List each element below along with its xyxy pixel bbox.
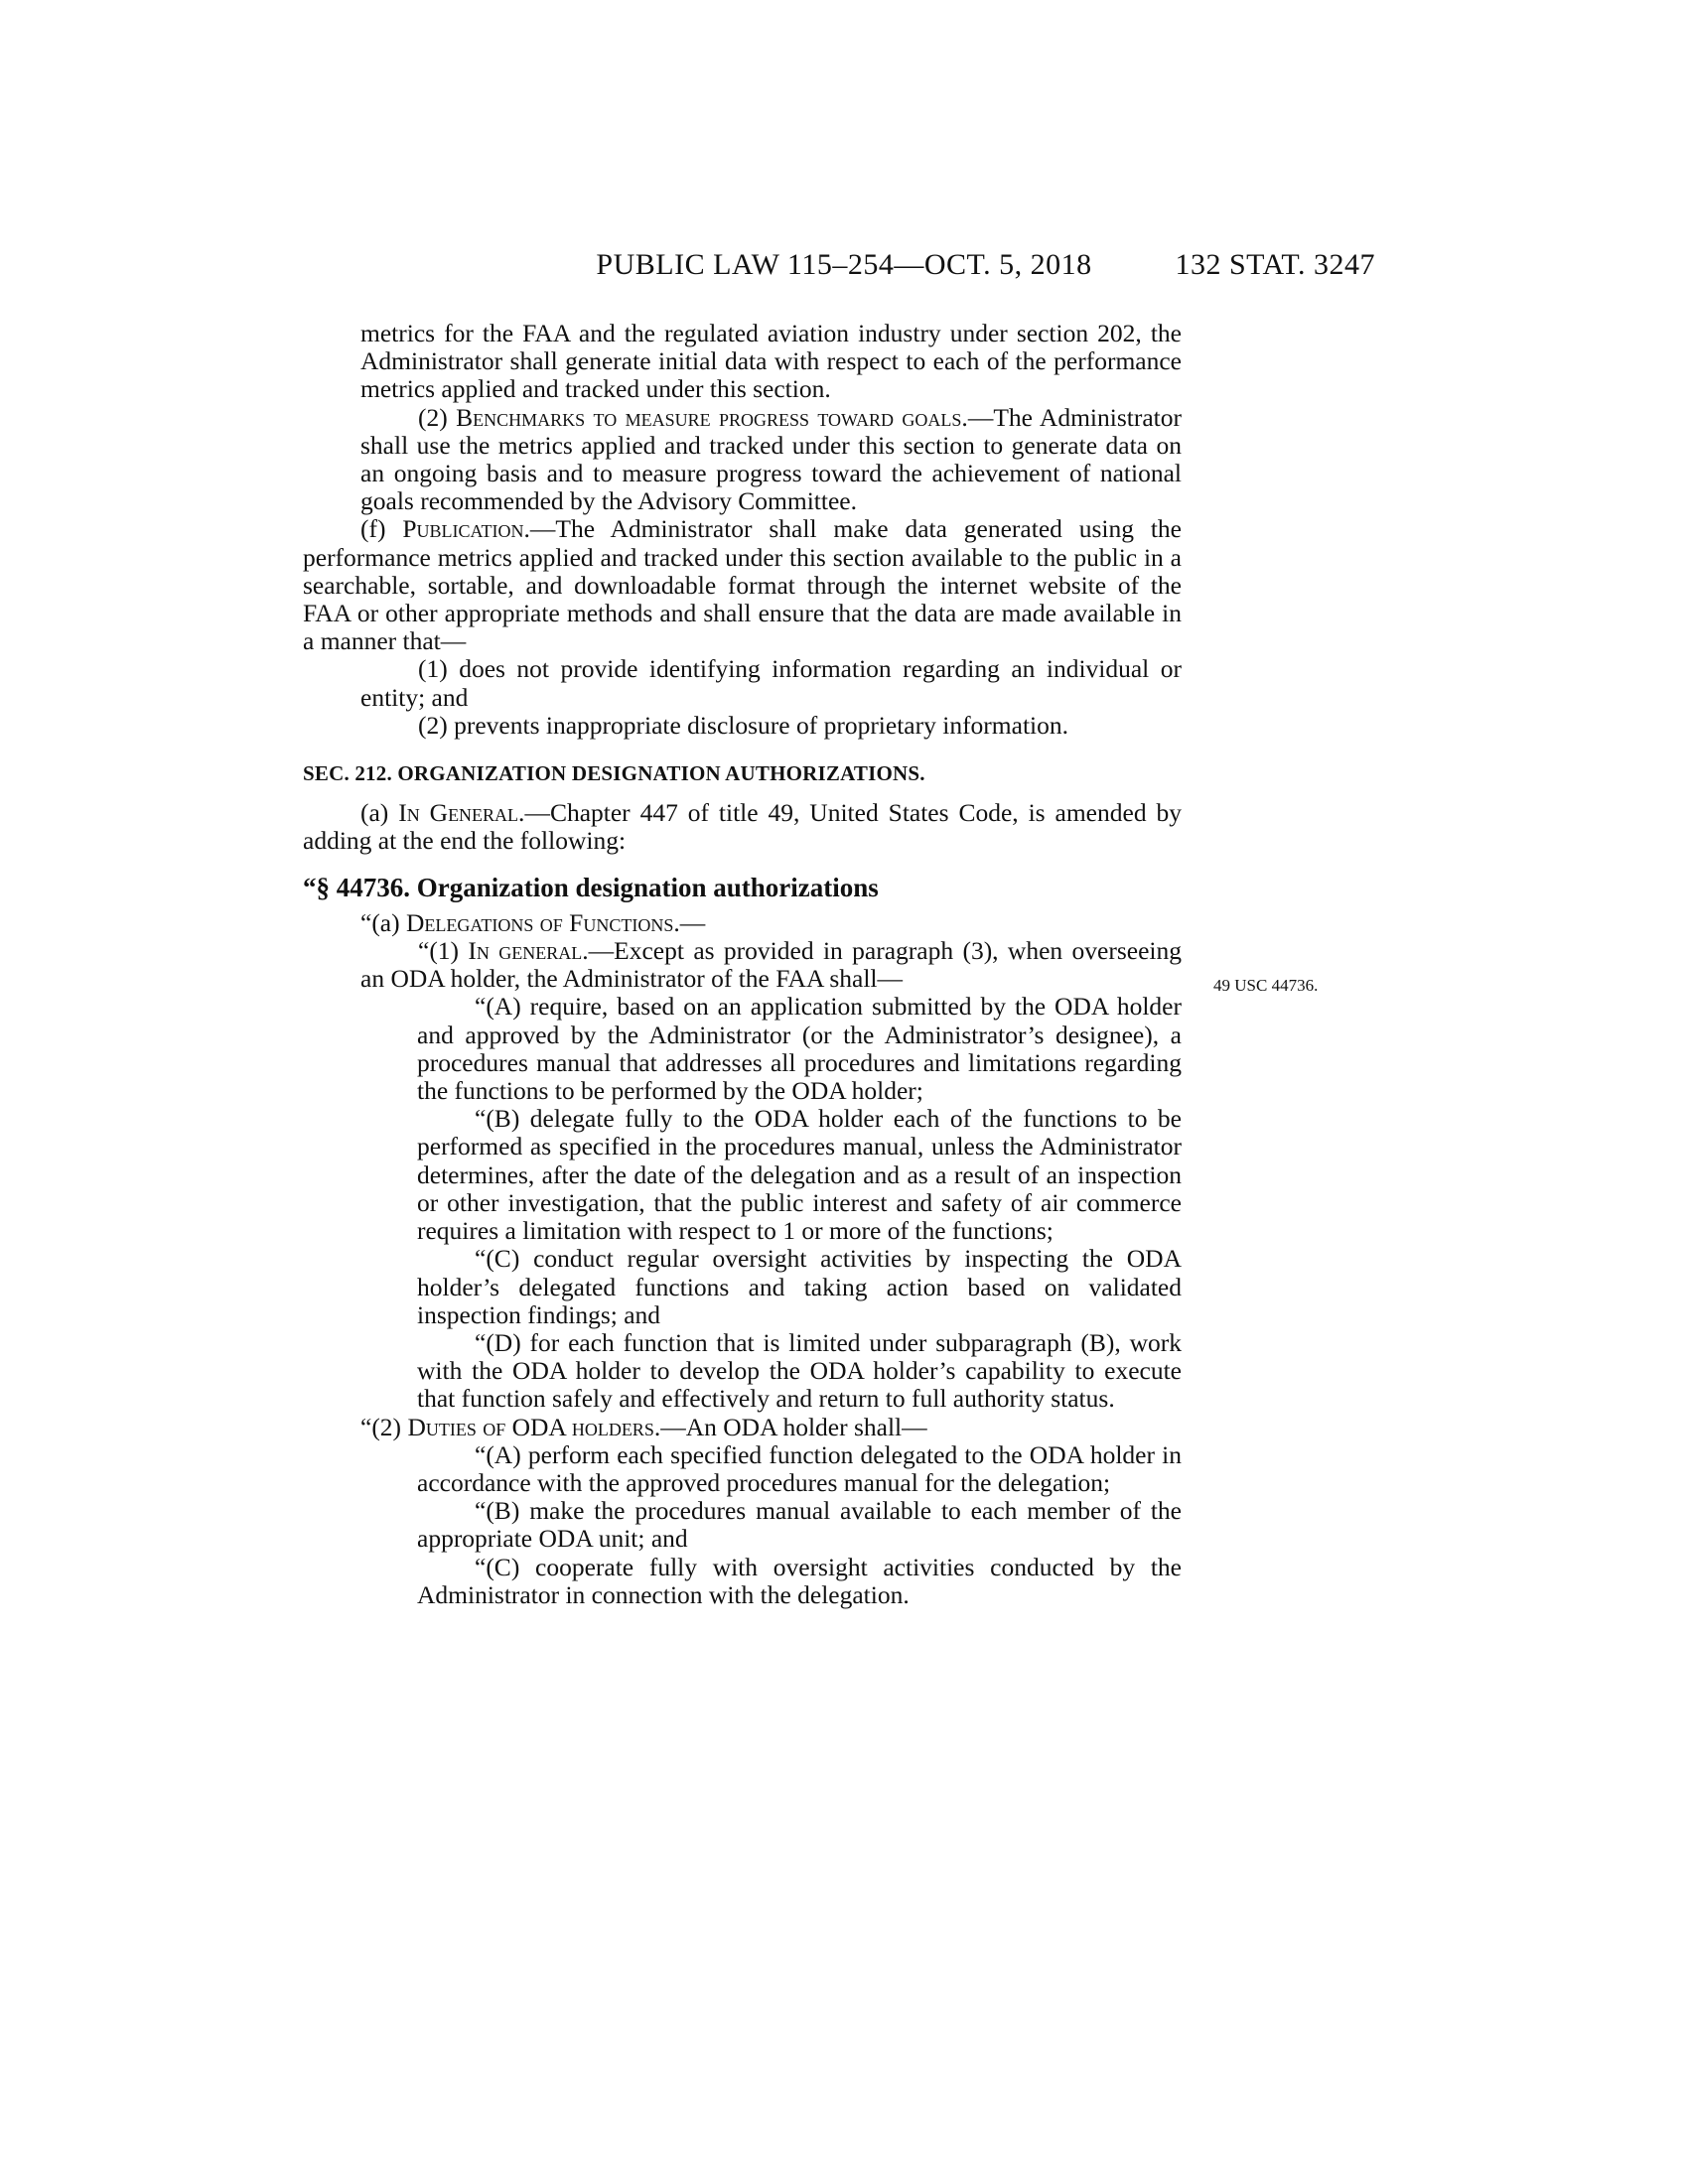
quoted-subparagraph-D: “(D) for each function that is limited under subparagraph (B), work with the ODA holder to develop the ODA holder’s capability to execute that function safely and effectively and return to full authority status. [417, 1327, 1182, 1414]
quoted-subparagraph-2A: “(A) perform each specified function delegated to the ODA holder in accordance with the approved procedures manual for the delegation; [417, 1439, 1182, 1497]
subhead-benchmarks: Benchmarks to measure progress toward goals. [456, 402, 968, 432]
quoted-paragraph-1: “(1) In general.—Except as provided in paragraph (3), when overseeing an ODA holder, the Administrator of the FAA shall— [360, 936, 1182, 994]
marginal-citation: 49 USC 44736. [1213, 976, 1319, 995]
paragraph-e2: (2) Benchmarks to measure progress toward goals.—The Administrator shall use the metrics applied and tracked under this section to generate data on an ongoing basis and to measure progress toward the achievement of national goals recommended by the Advisory Committee. [360, 402, 1182, 516]
running-head: PUBLIC LAW 115–254—OCT. 5, 2018 [596, 248, 1092, 281]
document-body [303, 320, 1182, 1609]
subhead-in-general-quoted: In general. [468, 936, 589, 966]
section-title-44736: “§ 44736. Organization designation authorizations [303, 872, 879, 902]
subhead-delegations: Delegations of Functions. [406, 907, 680, 937]
paragraph-f2: (2) prevents inappropriate disclosure of proprietary information. [418, 710, 1068, 740]
quoted-subparagraph-B: “(B) delegate fully to the ODA holder each of the functions to be performed as specified in the procedures manual, unless the Administrator determines, after the date of the delegation and as a result of an inspection or other investigation, that the public interest and safety of air commerce requires a limitation with respect to 1 or more of the functions; [417, 1104, 1182, 1246]
quoted-subparagraph-C: “(C) conduct regular oversight activities by inspecting the ODA holder’s delegated functions and taking action based on validated inspection findings; and [417, 1244, 1182, 1329]
quoted-subparagraph-2B: “(B) make the procedures manual available to each member of the appropriate ODA unit; and [417, 1496, 1182, 1554]
subhead-publication: Publication. [402, 514, 530, 544]
quoted-subparagraph-2C: “(C) cooperate fully with oversight activities conducted by the Administrator in connection with the delegation. [417, 1552, 1182, 1609]
paragraph-continuation: metrics for the FAA and the regulated aviation industry under section 202, the Administrator shall generate initial data with respect to each of the performance metrics applied and tracked under this section. [360, 319, 1182, 404]
subhead-duties: Duties of ODA holders. [407, 1412, 661, 1441]
paragraph-f1: (1) does not provide identifying information regarding an individual or entity; and [360, 654, 1182, 712]
paragraph-f: (f) Publication.—The Administrator shall make data generated using the performance metrics applied and tracked under this section available to the public in a searchable, sortable, and downloadable format through the internet website of the FAA or other appropriate methods and shall ensure that the data are made available in a manner that— [303, 514, 1182, 656]
page-header [0, 248, 1688, 292]
section-heading-212: SEC. 212. ORGANIZATION DESIGNATION AUTHORIZATIONS. [303, 761, 925, 786]
quoted-paragraph-2: “(2) Duties of ODA holders.—An ODA holder shall— [360, 1412, 927, 1441]
stat-page-number: 132 STAT. 3247 [1175, 248, 1375, 281]
quoted-subparagraph-A: “(A) require, based on an application submitted by the ODA holder and approved by the Administrator (or the Administrator’s designee), a procedures manual that addresses all procedures and limitations regarding the functions to be performed by the ODA holder; [417, 992, 1182, 1106]
subhead-in-general: In General. [398, 798, 525, 828]
paragraph-a: (a) In General.—Chapter 447 of title 49, United States Code, is amended by adding at the end the following: [303, 798, 1182, 856]
quoted-paragraph-a: “(a) Delegations of Functions.— [360, 907, 706, 937]
